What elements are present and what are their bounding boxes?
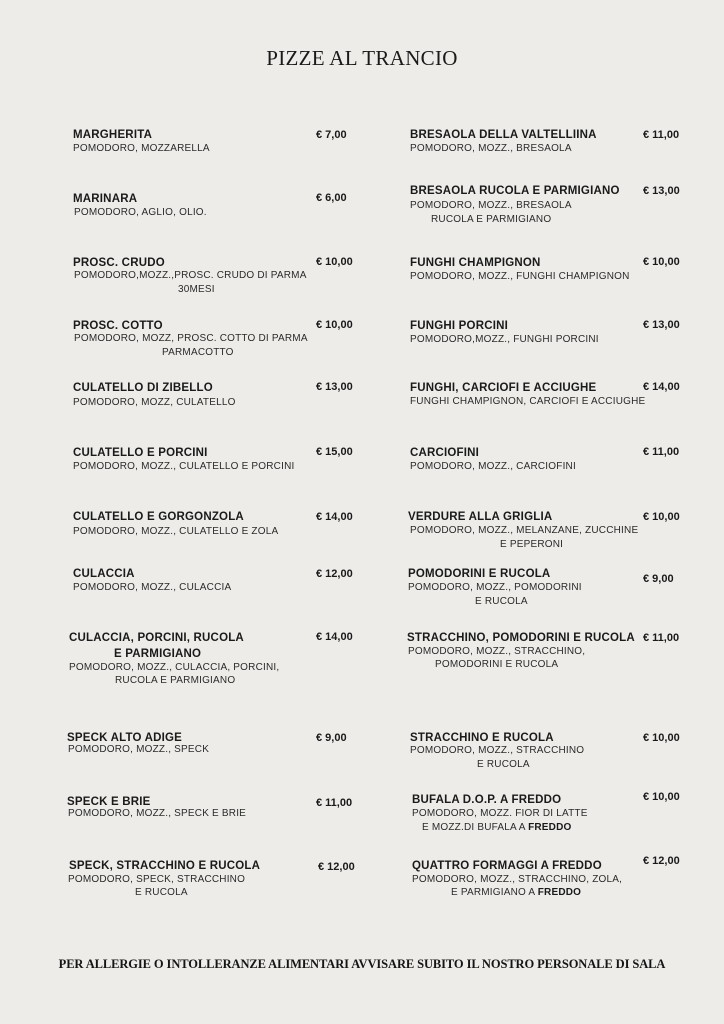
- item-price: € 12,00: [316, 568, 353, 580]
- item-price: € 7,00: [316, 129, 347, 141]
- item-description-line2: E RUCOLA: [135, 887, 188, 898]
- item-description: POMODORO, MOZZ., FUNGHI CHAMPIGNON: [410, 271, 630, 282]
- item-name: QUATTRO FORMAGGI A FREDDO: [412, 860, 602, 872]
- item-price: € 10,00: [643, 732, 680, 744]
- menu-title: PIZZE AL TRANCIO: [266, 46, 458, 70]
- item-description: POMODORO, MOZZ., SPECK: [68, 744, 210, 755]
- item-price: € 11,00: [643, 632, 680, 644]
- item-description-line2: RUCOLA E PARMIGIANO: [115, 675, 236, 686]
- item-name: CULACCIA: [73, 568, 135, 580]
- item-description: POMODORO, MOZZ., CULATELLO E ZOLA: [73, 526, 279, 537]
- item-description-line2: POMODORINI E RUCOLA: [435, 659, 559, 670]
- item-name: FUNGHI CHAMPIGNON: [410, 257, 541, 269]
- item-description: POMODORO, MOZZ, CULATELLO: [73, 397, 236, 408]
- item-name: PROSC. CRUDO: [73, 257, 165, 269]
- item-description: POMODORO, MOZZ., BRESAOLA: [410, 143, 572, 154]
- item-price: € 9,00: [643, 573, 674, 585]
- item-description: POMODORO, MOZZARELLA: [73, 143, 210, 154]
- item-name: MARGHERITA: [73, 129, 153, 141]
- item-name: STRACCHINO E RUCOLA: [410, 732, 554, 744]
- item-name: CULATELLO DI ZIBELLO: [73, 382, 213, 394]
- item-price: € 14,00: [643, 381, 680, 393]
- item-description: POMODORO, MOZZ., MELANZANE, ZUCCHINE: [410, 525, 639, 536]
- item-description-line2: E RUCOLA: [477, 759, 530, 770]
- item-price: € 15,00: [316, 446, 353, 458]
- item-name: FUNGHI, CARCIOFI E ACCIUGHE: [410, 382, 597, 394]
- item-price: € 13,00: [643, 185, 680, 197]
- item-price: € 14,00: [316, 511, 353, 523]
- item-price: € 14,00: [316, 631, 353, 643]
- item-description-line2: 30MESI: [178, 284, 215, 295]
- item-price: € 10,00: [316, 319, 353, 331]
- item-description: POMODORO, MOZZ., CULACCIA: [73, 582, 232, 593]
- item-description: POMODORO, MOZZ. FIOR DI LATTE: [412, 808, 588, 819]
- item-description-line2: E MOZZ.DI BUFALA A FREDDO: [422, 822, 572, 833]
- item-description-line2: RUCOLA E PARMIGIANO: [431, 214, 552, 225]
- item-name: BRESAOLA DELLA VALTELLIINA: [410, 129, 597, 141]
- item-description: POMODORO, MOZZ, PROSC. COTTO DI PARMA: [74, 333, 308, 344]
- item-price: € 10,00: [643, 256, 680, 268]
- item-name-line2: E PARMIGIANO: [114, 648, 202, 660]
- item-description: POMODORO, MOZZ., STRACCHINO,: [408, 646, 586, 657]
- item-price: € 10,00: [643, 791, 680, 803]
- item-description: POMODORO, MOZZ., CULATELLO E PORCINI: [73, 461, 295, 472]
- item-name: SPECK, STRACCHINO E RUCOLA: [69, 860, 261, 872]
- item-description-line2: E PEPERONI: [500, 539, 564, 550]
- item-price: € 10,00: [316, 256, 353, 268]
- item-name: BUFALA D.O.P. A FREDDO: [412, 794, 562, 806]
- item-description: POMODORO, MOZZ., STRACCHINO, ZOLA,: [412, 874, 623, 885]
- item-description: POMODORO, MOZZ., SPECK E BRIE: [68, 808, 247, 819]
- item-description: POMODORO, MOZZ., BRESAOLA: [410, 200, 572, 211]
- item-name: FUNGHI PORCINI: [410, 320, 508, 332]
- item-price: € 13,00: [643, 319, 680, 331]
- item-name: POMODORINI E RUCOLA: [408, 568, 551, 580]
- item-price: € 6,00: [316, 192, 347, 204]
- item-price: € 10,00: [643, 511, 680, 523]
- item-description: POMODORO, AGLIO, OLIO.: [74, 207, 207, 218]
- item-description-line2: E RUCOLA: [475, 596, 528, 607]
- item-price: € 13,00: [316, 381, 353, 393]
- item-price: € 11,00: [643, 129, 680, 141]
- item-price: € 9,00: [316, 732, 347, 744]
- item-name: MARINARA: [73, 193, 138, 205]
- item-name: STRACCHINO, POMODORINI E RUCOLA: [407, 632, 635, 644]
- item-name: CULATELLO E PORCINI: [73, 447, 208, 459]
- item-description-line2: E PARMIGIANO A FREDDO: [451, 887, 582, 898]
- item-price: € 11,00: [316, 797, 353, 809]
- item-price: € 12,00: [318, 861, 355, 873]
- allergy-notice: PER ALLERGIE O INTOLLERANZE ALIMENTARI AVVISARE SUBITO IL NOSTRO PERSONALE DI SALA: [58, 957, 666, 971]
- item-description: POMODORO, SPECK, STRACCHINO: [68, 874, 246, 885]
- item-description: POMODORO,MOZZ.,PROSC. CRUDO DI PARMA: [74, 270, 307, 281]
- item-price: € 12,00: [643, 855, 680, 867]
- item-description: POMODORO, MOZZ., CULACCIA, PORCINI,: [69, 662, 280, 673]
- item-name: CULACCIA, PORCINI, RUCOLA: [69, 632, 244, 644]
- item-name: VERDURE ALLA GRIGLIA: [408, 511, 553, 523]
- item-name: BRESAOLA RUCOLA E PARMIGIANO: [410, 185, 620, 197]
- item-name: CARCIOFINI: [410, 447, 480, 459]
- item-description: POMODORO,MOZZ., FUNGHI PORCINI: [410, 334, 599, 345]
- item-price: € 11,00: [643, 446, 680, 458]
- item-name: PROSC. COTTO: [73, 320, 163, 332]
- item-description: POMODORO, MOZZ., STRACCHINO: [410, 745, 585, 756]
- item-name: CULATELLO E GORGONZOLA: [73, 511, 244, 523]
- item-description: POMODORO, MOZZ., CARCIOFINI: [410, 461, 576, 472]
- item-name: SPECK ALTO ADIGE: [67, 732, 183, 744]
- item-description-line2: PARMACOTTO: [162, 347, 234, 358]
- item-name: SPECK E BRIE: [67, 796, 151, 808]
- item-description: FUNGHI CHAMPIGNON, CARCIOFI E ACCIUGHE: [410, 396, 646, 407]
- item-description: POMODORO, MOZZ., POMODORINI: [408, 582, 582, 593]
